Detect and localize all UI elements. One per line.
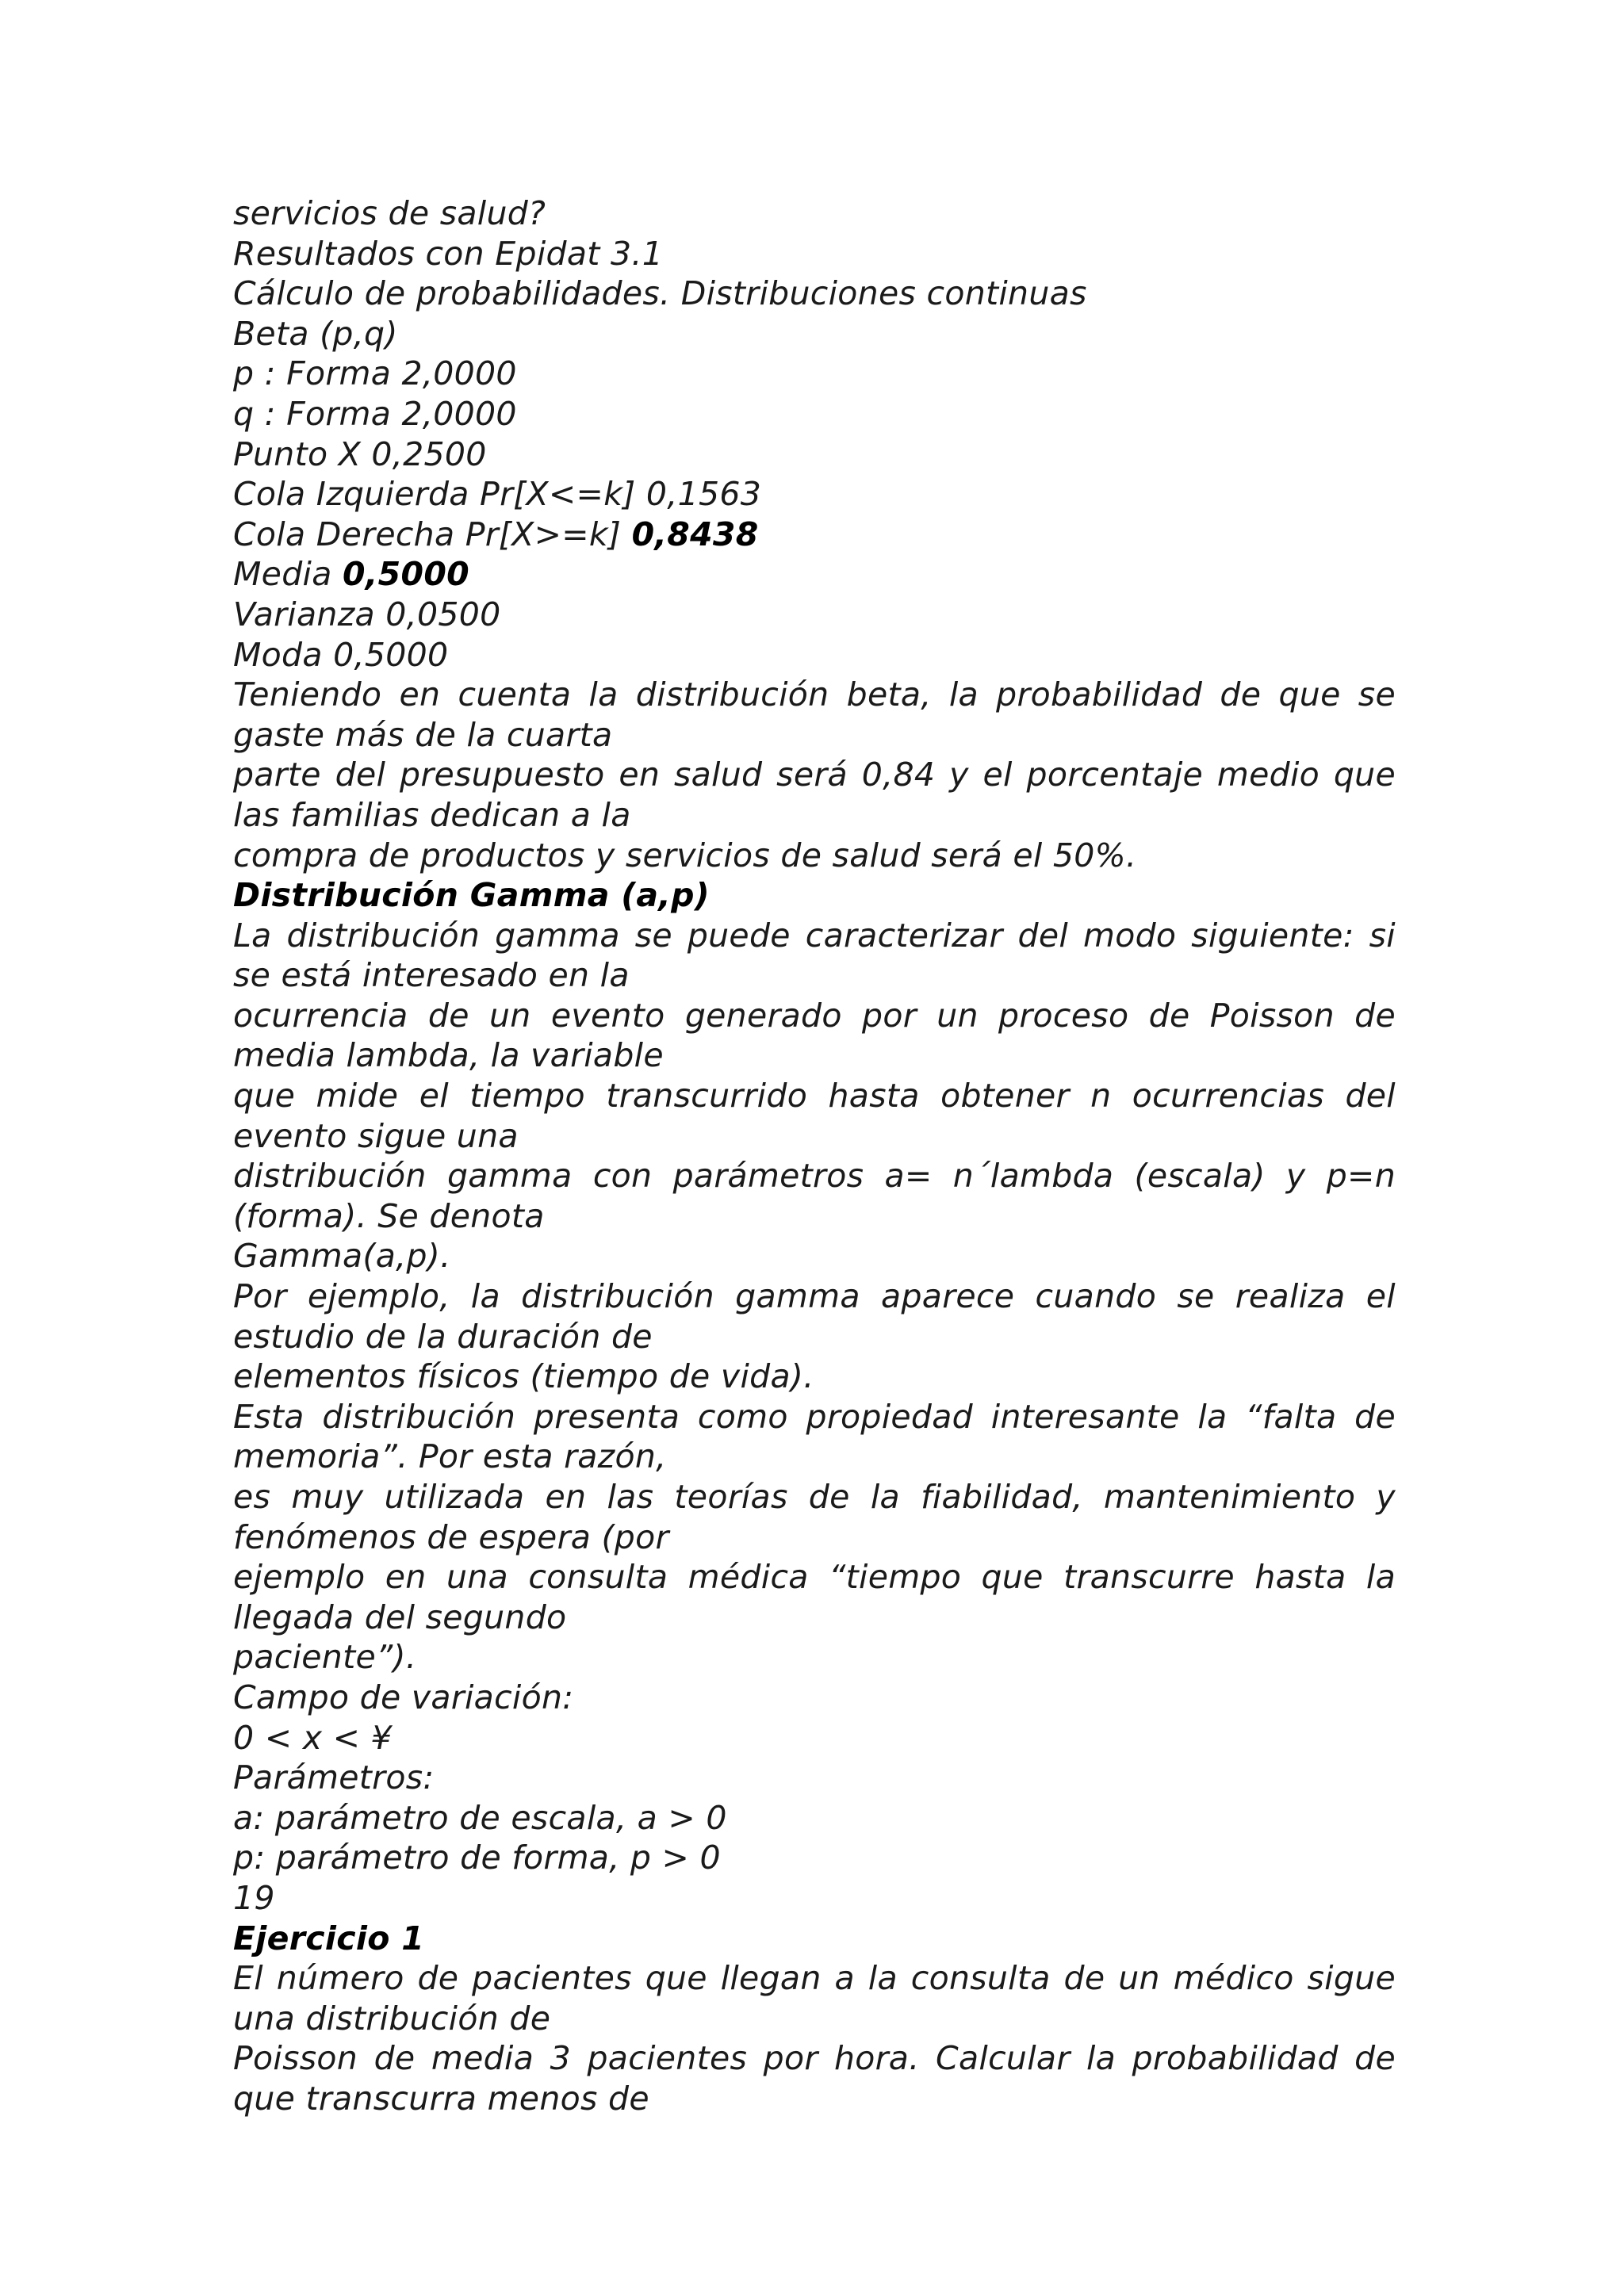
page-number: 19 — [233, 1878, 275, 1917]
paragraph-line: distribución gamma con parámetros a= n´lambda (escala) y p=n — [233, 1157, 1396, 1196]
paragraph-line: memoria”. Por esta razón, — [233, 1437, 667, 1476]
paragraph-line: gaste más de la cuarta — [233, 715, 613, 754]
paragraph-line: evento sigue una — [233, 1116, 519, 1155]
paragraph-line: Por ejemplo, la distribución gamma aparece cuando se realiza el — [233, 1277, 1396, 1316]
paragraph-line: las familias dedican a la — [233, 795, 631, 834]
section-heading: Ejercicio 1 — [233, 1919, 425, 1957]
paragraph-line: La distribución gamma se puede caracterizar del modo siguiente: si — [233, 916, 1396, 955]
paragraph-line: Esta distribución presenta como propiedad interesante la “falta de — [233, 1397, 1396, 1436]
paragraph-line: parte del presupuesto en salud será 0,84 y el porcentaje medio que — [233, 756, 1396, 794]
result-label: Media — [233, 555, 343, 594]
paragraph-line: se está interesado en la — [233, 956, 630, 995]
paragraph-line: media lambda, la variable — [233, 1036, 664, 1075]
text-line: Moda 0,5000 — [233, 635, 449, 674]
text-line: 0 < x < ¥ — [233, 1718, 392, 1757]
text-line: a: parámetro de escala, a > 0 — [233, 1798, 727, 1837]
text-line — [233, 554, 1396, 595]
result-label: Cola Derecha Pr[X>=k] — [233, 515, 632, 553]
paragraph-line: ocurrencia de un evento generado por un proceso de Poisson de — [233, 996, 1396, 1035]
text-line: Beta (p,q) — [233, 314, 398, 353]
text-line: q : Forma 2,0000 — [233, 394, 517, 433]
text-line — [233, 515, 1396, 555]
paragraph-line: que mide el tiempo transcurrido hasta obtener n ocurrencias del — [233, 1077, 1396, 1115]
paragraph-line: es muy utilizada en las teorías de la fiabilidad, mantenimiento y — [233, 1478, 1396, 1516]
text-line: servicios de salud? — [233, 194, 546, 232]
text-line: p : Forma 2,0000 — [233, 354, 517, 393]
paragraph-line: elementos físicos (tiempo de vida). — [233, 1357, 814, 1396]
paragraph-line: paciente”). — [233, 1638, 417, 1677]
paragraph-line: Teniendo en cuenta la distribución beta, la probabilidad de que se — [233, 675, 1396, 714]
section-heading: Distribución Gamma (a,p) — [233, 876, 710, 915]
result-value: 0,8438 — [631, 515, 759, 553]
text-line: Varianza 0,0500 — [233, 595, 501, 633]
document-body — [233, 193, 1396, 2119]
paragraph-line: estudio de la duración de — [233, 1317, 653, 1356]
paragraph-line: ejemplo en una consulta médica “tiempo que transcurre hasta la — [233, 1558, 1396, 1597]
paragraph-line: que transcurra menos de — [233, 2079, 649, 2118]
paragraph-line: (forma). Se denota — [233, 1196, 545, 1235]
paragraph-line: El número de pacientes que llegan a la consulta de un médico sigue — [233, 1959, 1396, 1998]
paragraph-line: Gamma(a,p). — [233, 1237, 451, 1276]
paragraph-line: compra de productos y servicios de salud será el 50%. — [233, 836, 1137, 874]
text-line: Campo de variación: — [233, 1678, 574, 1716]
paragraph-line: fenómenos de espera (por — [233, 1517, 669, 1556]
text-line: Cálculo de probabilidades. Distribuciones continuas — [233, 274, 1087, 313]
result-value: 0,5000 — [342, 555, 469, 594]
paragraph-line: llegada del segundo — [233, 1598, 567, 1636]
paragraph-line: una distribución de — [233, 1999, 551, 2038]
text-line: Punto X 0,2500 — [233, 434, 487, 473]
text-line: p: parámetro de forma, p > 0 — [233, 1839, 721, 1877]
paragraph-line: Poisson de media 3 pacientes por hora. Calcular la probabilidad de — [233, 2039, 1396, 2078]
text-line: Cola Izquierda Pr[X<=k] 0,1563 — [233, 475, 762, 514]
text-line: Resultados con Epidat 3.1 — [233, 234, 664, 273]
text-line: Parámetros: — [233, 1758, 435, 1797]
